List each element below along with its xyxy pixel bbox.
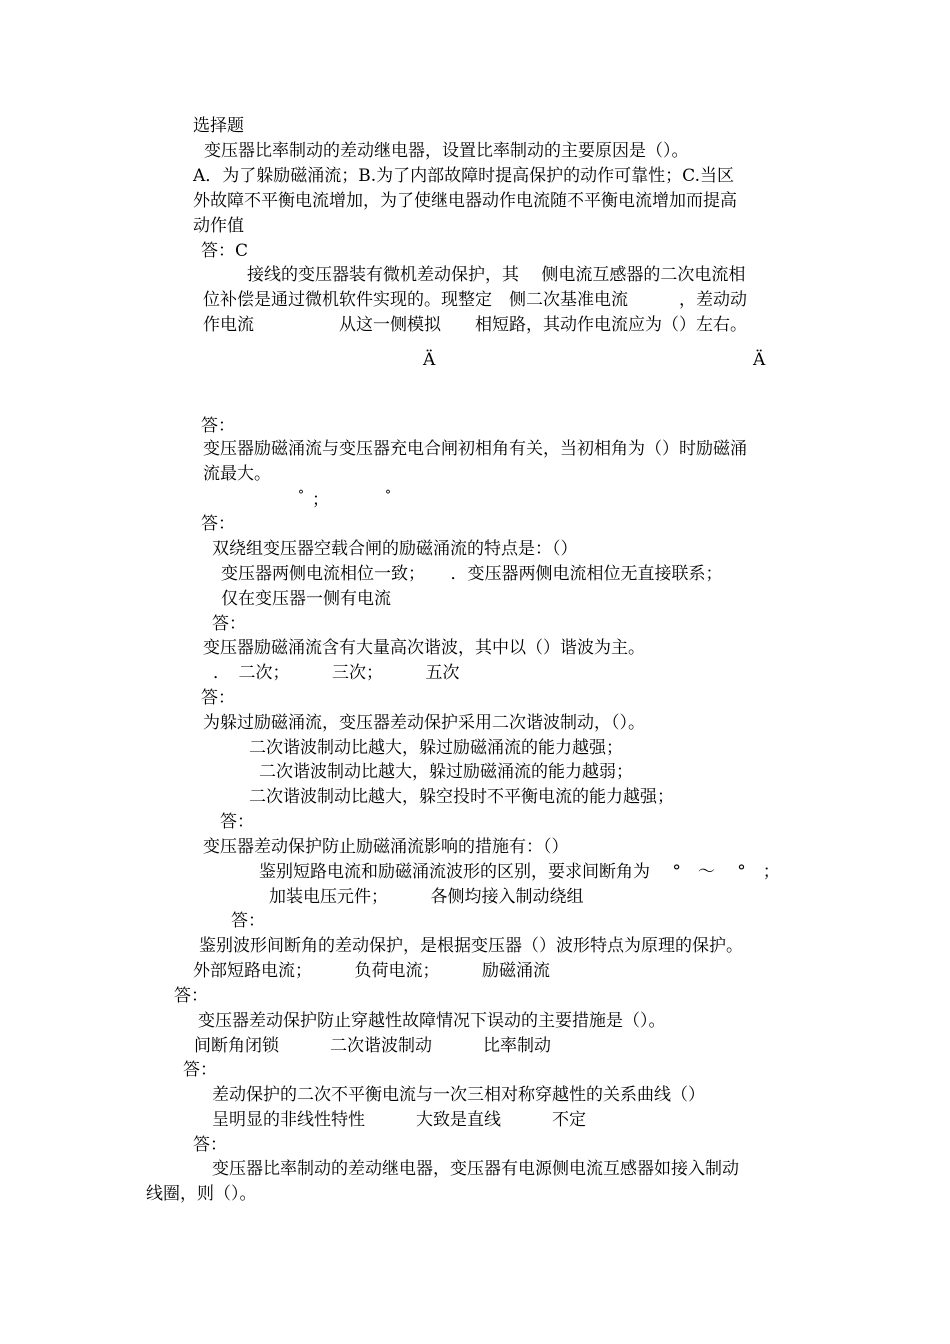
q10-answer: 答：	[193, 1135, 227, 1155]
q8-stem: 鉴别波形间断角的差动保护，是根据变压器（）波形特点为原理的保护。	[199, 936, 743, 956]
q7-option2: 加装电压元件； 各侧均接入制动绕组	[269, 887, 584, 907]
q1-options-line3: 动作值	[193, 216, 244, 236]
q6-stem: 为躲过励磁涌流，变压器差动保护采用二次谐波制动，（）。	[203, 713, 645, 733]
q11-line1: 变压器比率制动的差动继电器，变压器有电源侧电流互感器如接入制动	[212, 1159, 739, 1179]
q1-options-line2: 外故障不平衡电流增加，为了使继电器动作电流随不平衡电流增加而提高	[193, 191, 737, 211]
q4-option2: 仅在变压器一侧有电流	[221, 589, 391, 609]
q3-degree-2: °	[385, 488, 391, 502]
q2-answer: 答：	[201, 416, 235, 436]
q5-options: ． 二次； 三次； 五次	[213, 663, 460, 683]
q9-stem: 变压器差动保护防止穿越性故障情况下误动的主要措施是（）。	[198, 1011, 666, 1031]
q4-option1: 变压器两侧电流相位一致； ．变压器两侧电流相位无直接联系；	[221, 564, 723, 584]
q3-line1: 变压器励磁涌流与变压器充电合闸初相角有关，当初相角为（）时励磁涌	[203, 439, 747, 459]
q3-degree-1: °	[298, 488, 304, 502]
q4-stem: 双绕组变压器空载合闸的励磁涌流的特点是：（）	[212, 539, 578, 559]
q1-options-line1: A．为了躲励磁涌流；B.为了内部故障时提高保护的动作可靠性；C.当区	[193, 166, 734, 186]
q6-option3: 二次谐波制动比越大，躲空投时不平衡电流的能力越强；	[249, 787, 674, 807]
q3-semicolon: ；	[312, 490, 329, 510]
q9-answer: 答：	[183, 1060, 217, 1080]
q11-line2: 线圈，则（）。	[146, 1184, 257, 1204]
q6-option1: 二次谐波制动比越大，躲过励磁涌流的能力越强；	[249, 738, 623, 758]
q7-option1: 鉴别短路电流和励磁涌流波形的区别，要求间断角为 ° ～ ° ；	[259, 862, 780, 882]
q8-options: 外部短路电流； 负荷电流； 励磁涌流	[193, 961, 550, 981]
q4-answer: 答：	[212, 614, 246, 634]
section-title: 选择题	[193, 116, 244, 136]
q10-options: 呈明显的非线性特性 大致是直线 不定	[212, 1110, 586, 1130]
q8-answer: 答：	[174, 986, 208, 1006]
q7-stem: 变压器差动保护防止励磁涌流影响的措施有：（）	[203, 837, 569, 857]
q3-line2: 流最大。	[203, 464, 271, 484]
q2-line2: 位补偿是通过微机软件实现的。现整定 侧二次基准电流 ，差动动	[203, 290, 747, 310]
q9-options: 间断角闭锁 二次谐波制动 比率制动	[194, 1036, 551, 1056]
q2-option-b-mark: Ä	[753, 350, 766, 370]
q2-line3: 作电流 从这一侧模拟 相短路，其动作电流应为（）左右。	[203, 315, 747, 335]
q1-answer: 答：C	[201, 241, 249, 261]
q10-stem: 差动保护的二次不平衡电流与一次三相对称穿越性的关系曲线（）	[212, 1085, 705, 1105]
q5-answer: 答：	[201, 688, 235, 708]
q6-option2: 二次谐波制动比越大，躲过励磁涌流的能力越弱；	[259, 762, 633, 782]
q6-answer: 答：	[220, 812, 254, 832]
q2-line1: 接线的变压器装有微机差动保护，其 侧电流互感器的二次电流相	[247, 265, 746, 285]
q3-answer: 答：	[201, 514, 235, 534]
q1-stem: 变压器比率制动的差动继电器，设置比率制动的主要原因是（）。	[204, 141, 689, 161]
q7-answer: 答：	[231, 911, 265, 931]
q2-option-a-mark: Ä	[423, 350, 436, 370]
q5-stem: 变压器励磁涌流含有大量高次谐波，其中以（）谐波为主。	[203, 638, 645, 658]
